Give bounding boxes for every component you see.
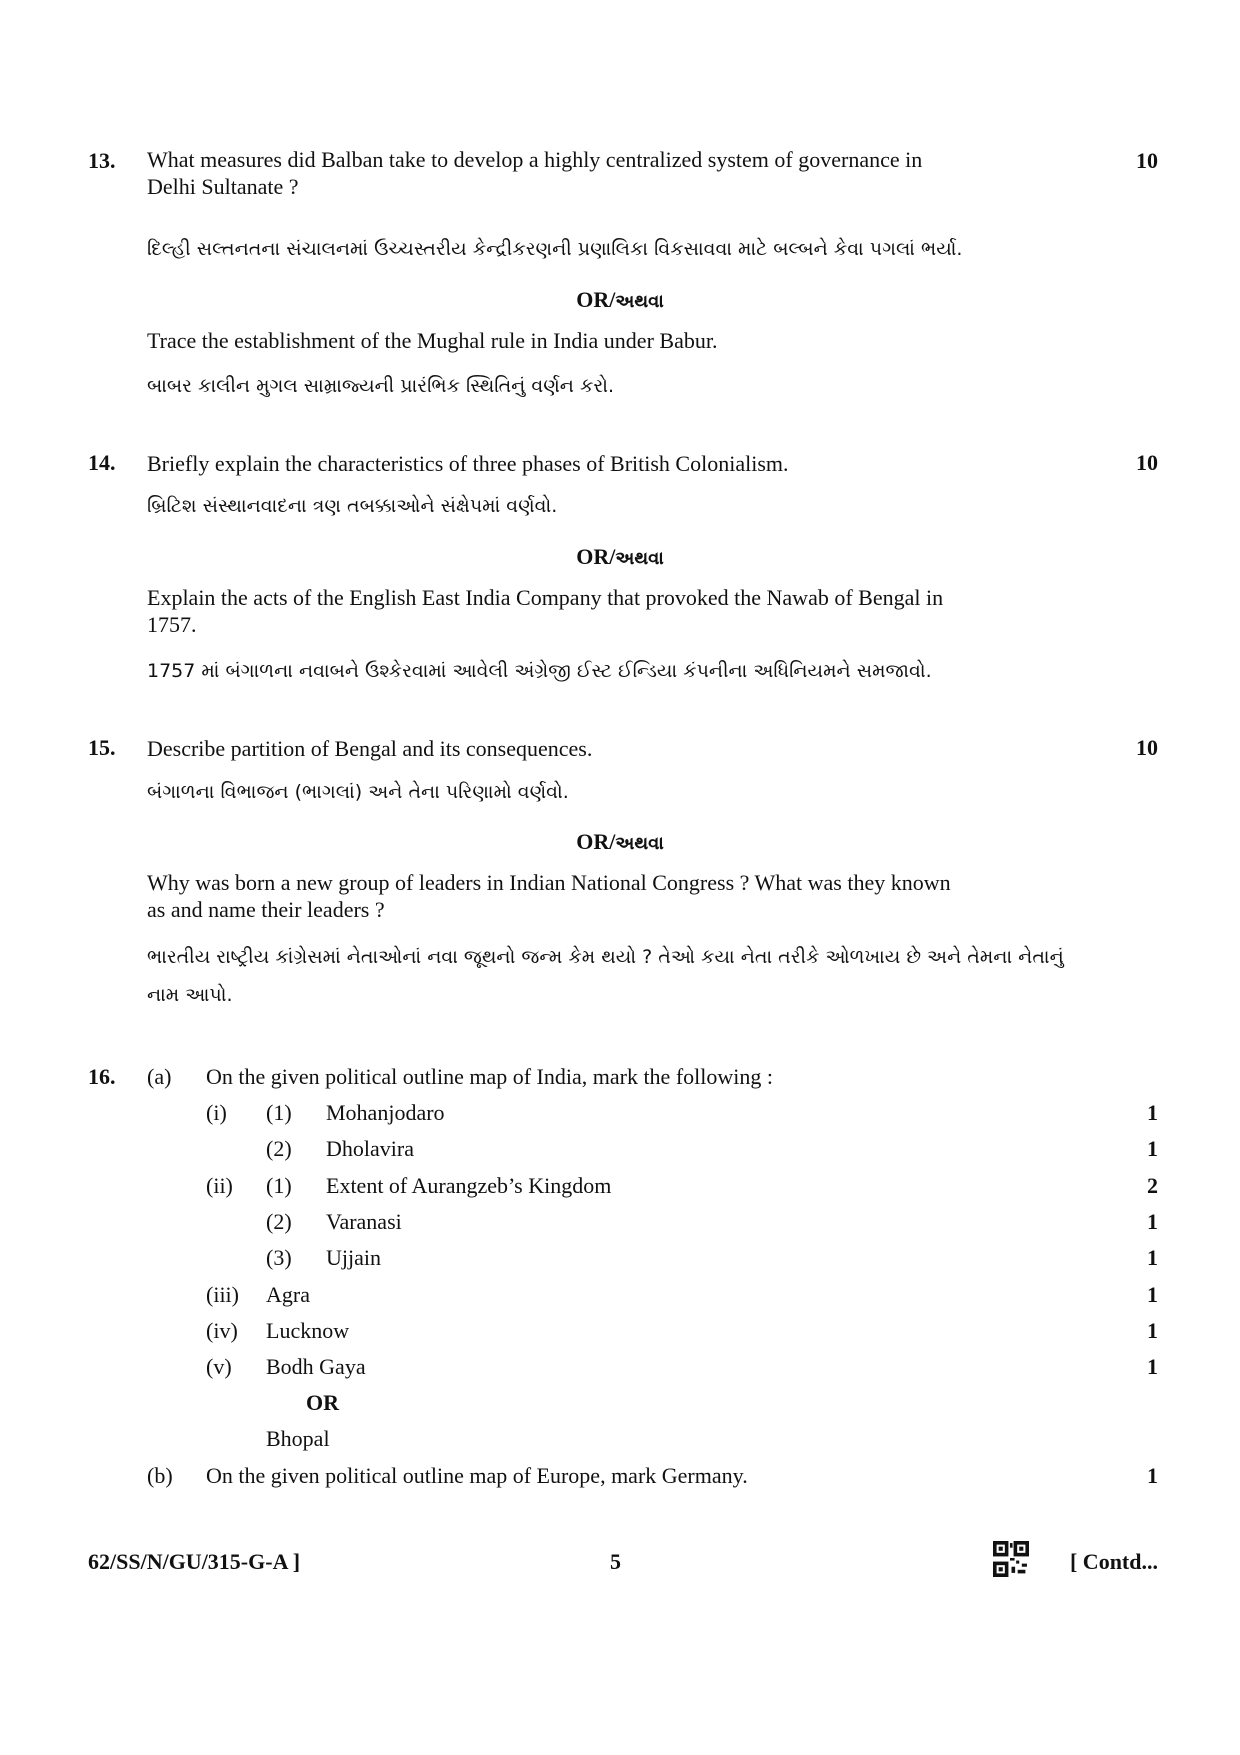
- alternative-gujarati-text-line-1: ભારતીય રાષ્ટ્રીય કાંગ્રેસમાં નેતાઓનાં નવા જૂથનો જન્મ કેમ થયો ? તેઓ કયા નેતા તરીકે ઓળખાય છે અને તેમના નેતાનું: [147, 946, 1064, 968]
- part-a-text: On the given political outline map of India, mark the following :: [206, 1064, 773, 1089]
- map-item-text: Agra: [266, 1282, 310, 1307]
- alternative-question-text-line-2: 1757.: [147, 612, 197, 637]
- alternative-question-text-line-2: as and name their leaders ?: [147, 897, 385, 922]
- sub-number: (2): [266, 1209, 292, 1234]
- or-divider: OR/અથવા: [576, 829, 664, 854]
- alternative-question-text-line-1: Why was born a new group of leaders in Indian National Congress ? What was they known: [147, 870, 951, 895]
- qr-code-icon: [993, 1541, 1029, 1577]
- map-item-text: Extent of Aurangzeb’s Kingdom: [326, 1173, 612, 1198]
- marks: 1: [1147, 1282, 1158, 1307]
- alternative-gujarati-text: 1757 માં બંગાળના નવાબને ઉશ્કેરવામાં આવેલી અંગ્રેજી ઈસ્ટ ઈન્ડિયા કંપનીના અધિનિયમને સમજાવો.: [147, 660, 932, 682]
- roman-numeral: (iv): [206, 1318, 238, 1343]
- marks: 1: [1147, 1100, 1158, 1125]
- question-text-line-1: Describe partition of Bengal and its consequences.: [147, 736, 593, 761]
- question-number: 14.: [88, 450, 116, 475]
- question-number: 13.: [88, 148, 116, 173]
- marks: 10: [1136, 148, 1158, 173]
- map-item-text-alternative: Bhopal: [266, 1426, 330, 1451]
- question-gujarati-text: બ્રિટિશ સંસ્થાનવાદના ત્રણ તબક્કાઓને સંક્ષેપમાં વર્ણવો.: [147, 495, 558, 517]
- marks: 1: [1147, 1136, 1158, 1161]
- sub-number: (3): [266, 1245, 292, 1270]
- alternative-question-text: Trace the establishment of the Mughal rule in India under Babur.: [147, 328, 718, 353]
- alternative-question-text-line-1: Explain the acts of the English East India Company that provoked the Nawab of Bengal in: [147, 585, 944, 610]
- sub-number: (1): [266, 1173, 292, 1198]
- question-text-line-1: What measures did Balban take to develop a highly centralized system of governance in: [147, 147, 923, 172]
- marks: 10: [1136, 735, 1158, 760]
- part-a-label: (a): [147, 1064, 172, 1089]
- alternative-gujarati-text-line-2: નામ આપો.: [147, 984, 233, 1006]
- map-item-text: Varanasi: [326, 1209, 402, 1234]
- marks: 1: [1147, 1245, 1158, 1270]
- marks: 1: [1147, 1354, 1158, 1379]
- roman-numeral: (iii): [206, 1282, 239, 1307]
- marks: 1: [1147, 1463, 1158, 1488]
- marks: 1: [1147, 1318, 1158, 1343]
- continued-label: [ Contd...: [1069, 1549, 1158, 1574]
- page-number: 5: [610, 1549, 621, 1574]
- question-gujarati-text: દિલ્હી સલ્તનતના સંચાલનમાં ઉચ્ચસ્તરીય કેન્દ્રીકરણની પ્રણાલિકા વિકસાવવા માટે બલ્બને કેવા પગલાં ભર્યા.: [147, 238, 963, 260]
- or-divider: OR/અથવા: [576, 544, 664, 569]
- question-gujarati-text: બંગાળના વિભાજન (ભાગલાં) અને તેના પરિણામો વર્ણવો.: [147, 781, 569, 803]
- or-divider: OR/અથવા: [576, 287, 664, 312]
- roman-numeral: (i): [206, 1100, 227, 1125]
- map-item-text: Bodh Gaya: [266, 1354, 366, 1379]
- marks: 10: [1136, 450, 1158, 475]
- map-item-text: Dholavira: [326, 1136, 414, 1161]
- roman-numeral: (ii): [206, 1173, 233, 1198]
- question-text-line-2: Delhi Sultanate ?: [147, 174, 299, 199]
- paper-code: 62/SS/N/GU/315-G-A ]: [88, 1549, 301, 1574]
- part-b-label: (b): [147, 1463, 173, 1488]
- alternative-gujarati-text: બાબર કાલીન મુગલ સામ્રાજ્યની પ્રારંભિક સ્થિતિનું વર્ણન કરો.: [147, 375, 615, 397]
- marks: 1: [1147, 1209, 1158, 1234]
- sub-number: (2): [266, 1136, 292, 1161]
- map-item-text: Ujjain: [326, 1245, 381, 1270]
- sub-number: (1): [266, 1100, 292, 1125]
- question-number: 16.: [88, 1064, 116, 1089]
- or-label: OR: [306, 1390, 339, 1415]
- roman-numeral: (v): [206, 1354, 232, 1379]
- question-text-line-1: Briefly explain the characteristics of three phases of British Colonialism.: [147, 451, 789, 476]
- part-b-text: On the given political outline map of Europe, mark Germany.: [206, 1463, 748, 1488]
- map-item-text: Lucknow: [266, 1318, 350, 1343]
- marks: 2: [1147, 1173, 1158, 1198]
- question-number: 15.: [88, 735, 116, 760]
- map-item-text: Mohanjodaro: [326, 1100, 445, 1125]
